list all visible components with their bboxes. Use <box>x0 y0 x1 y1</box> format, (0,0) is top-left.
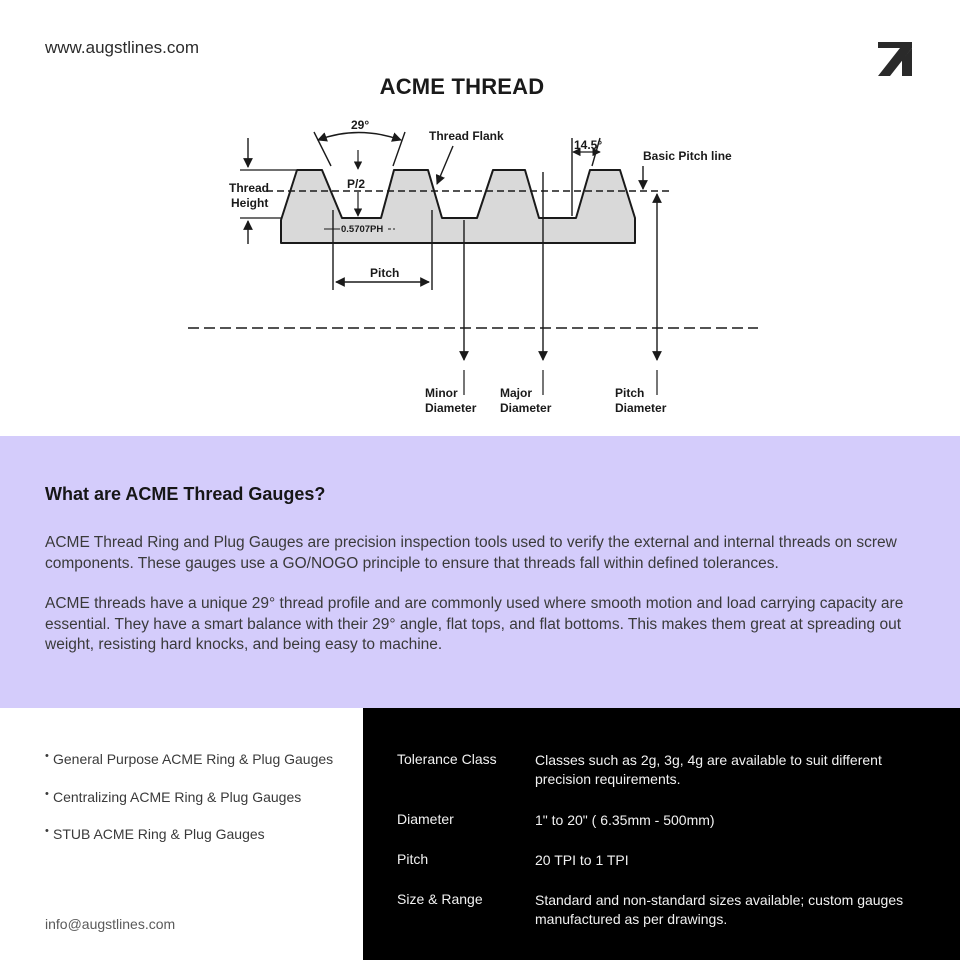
thread-profile <box>281 170 635 243</box>
bullet-icon: • <box>45 750 49 762</box>
thread-height-label-2: Height <box>231 196 269 210</box>
spec-value: Classes such as 2g, 3g, 4g are available to suit different precision requirements. <box>535 752 882 787</box>
spec-value: 1" to 20" ( 6.35mm - 500mm) <box>535 812 715 828</box>
major-diameter-label-2: Diameter <box>500 401 552 415</box>
list-item: • General Purpose ACME Ring & Plug Gauges <box>45 750 334 767</box>
minor-diameter-label: Minor <box>425 386 458 400</box>
page-title: ACME THREAD <box>379 74 545 99</box>
spec-key: Tolerance Class <box>397 751 497 767</box>
major-diameter-label: Major <box>500 386 533 400</box>
p2-label: P/2 <box>347 177 366 191</box>
info-section <box>0 436 960 708</box>
contact-email[interactable]: info@augstlines.com <box>45 916 176 932</box>
acme-thread-diagram <box>0 0 960 436</box>
website-url[interactable]: www.augstlines.com <box>45 38 200 57</box>
angle-29-label: 29° <box>351 118 370 132</box>
spec-key: Pitch <box>397 851 429 867</box>
spec-table-panel <box>363 708 960 960</box>
thread-height-label-1: Thread <box>229 181 270 195</box>
spec-key: Diameter <box>397 811 454 827</box>
bullet-icon: • <box>45 787 49 800</box>
angle-29-arc <box>318 133 401 141</box>
pitch-label: Pitch <box>370 266 400 280</box>
angle-14-5-label: 14.5° <box>574 138 603 152</box>
ph-label: 0.5707PH <box>341 224 384 235</box>
info-paragraph-2: ACME threads have a unique 29° thread profile and are commonly used where smooth motion and load carrying capacity are essential. They have a smart balance with their 29° angle, flat tops, and flat bottoms. This makes them great at spreading out weight, resisting hard knocks, and being easy to machine. <box>45 595 904 653</box>
pitch-diameter-label-2: Diameter <box>615 401 667 415</box>
diagram-section <box>0 0 960 436</box>
minor-diameter-label-2: Diameter <box>425 401 477 415</box>
spec-value: Standard and non-standard sizes available; custom gauges manufactured as per drawings. <box>535 892 904 927</box>
info-paragraph-1: ACME Thread Ring and Plug Gauges are precision inspection tools used to verify the external and internal threads on screw components. These gauges use a GO/NOGO principle to ensure that threads fall within defined tolerances. <box>45 534 897 572</box>
thread-flank-label: Thread Flank <box>429 129 504 143</box>
bullet-icon: • <box>45 825 49 837</box>
product-list-panel <box>0 708 363 960</box>
list-item: • Centralizing ACME Ring & Plug Gauges <box>45 787 302 805</box>
spec-value: 20 TPI to 1 TPI <box>535 852 629 868</box>
pitch-diameter-label: Pitch <box>615 386 645 400</box>
list-item: • STUB ACME Ring & Plug Gauges <box>45 825 265 842</box>
product-list <box>45 751 333 864</box>
spec-key: Size & Range <box>397 891 483 907</box>
basic-pitch-line-label: Basic Pitch line <box>643 149 732 163</box>
info-heading: What are ACME Thread Gauges? <box>45 484 326 504</box>
